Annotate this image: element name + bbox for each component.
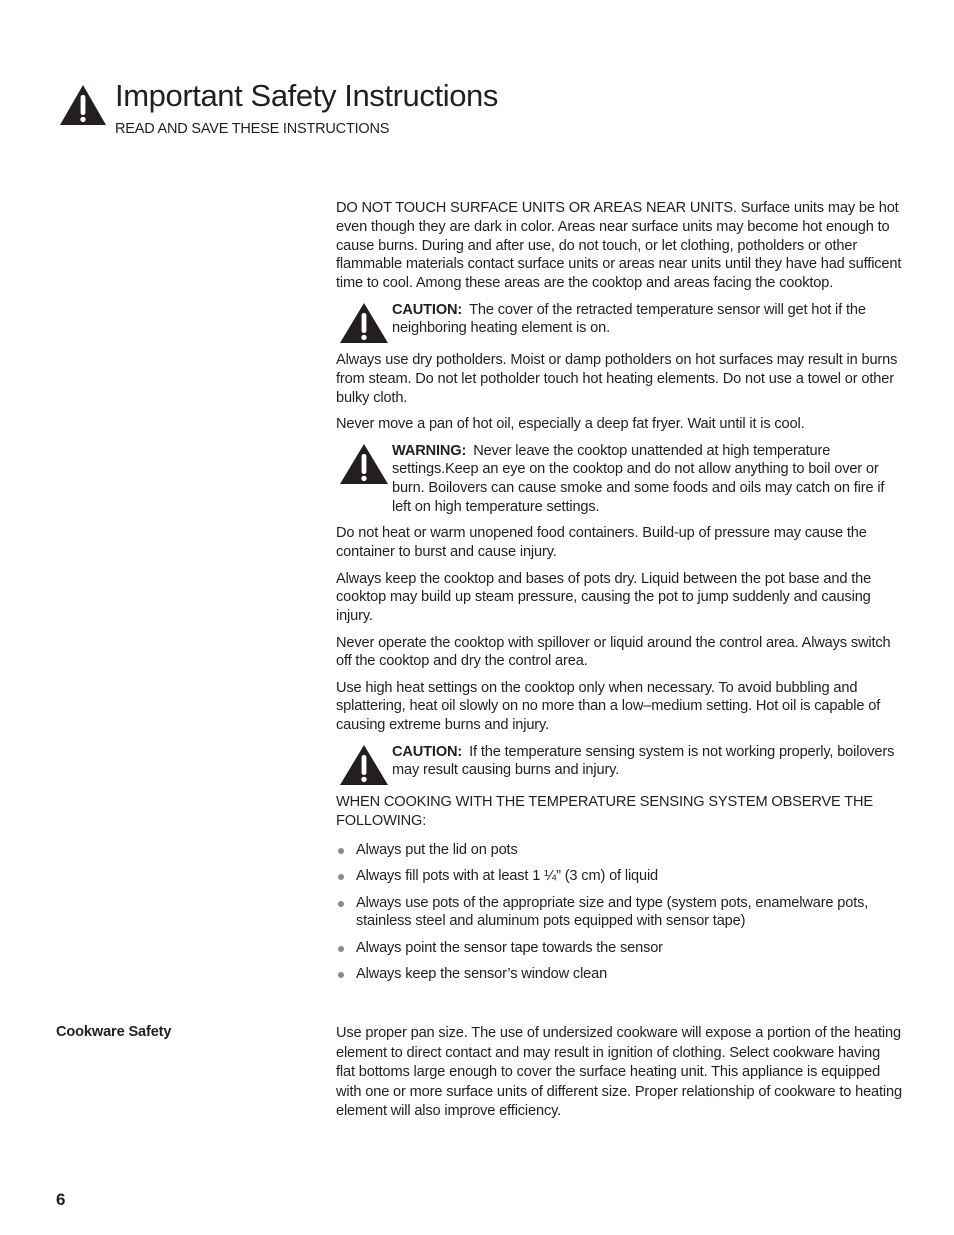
paragraph-food-containers: Do not heat or warm unopened food containers. Build-up of pressure may cause the container to burst and cause injury. xyxy=(336,525,867,561)
list-item: Always point the sensor tape towards the sensor xyxy=(336,939,902,958)
paragraph-hot-oil: Never move a pan of hot oil, especially a deep fat fryer. Wait until it is cool. xyxy=(336,416,805,433)
notice-text: Never leave the cooktop unattended at high temperature settings.Keep an eye on the cooktop and do not allow anything to boil over or burn. Boilovers can cause smoke and some foods and oils may catch on fire if left on high temperature settings. xyxy=(392,442,885,515)
notice-text: If the temperature sensing system is not working properly, boilovers may result causing burns and injury. xyxy=(392,743,895,779)
warning-triangle-icon xyxy=(336,443,392,485)
warning-triangle-icon xyxy=(336,744,392,786)
list-item: Always keep the sensor’s window clean xyxy=(336,965,902,984)
page-subtitle: READ AND SAVE THESE INSTRUCTIONS xyxy=(115,121,390,137)
paragraph-sensing-system: WHEN COOKING WITH THE TEMPERATURE SENSING SYSTEM OBSERVE THE FOLLOWING: xyxy=(336,794,873,830)
notice-label: CAUTION: xyxy=(392,743,463,760)
warning-triangle-icon xyxy=(59,84,107,126)
page-number: 6 xyxy=(56,1190,66,1209)
paragraph-potholders: Always use dry potholders. Moist or damp potholders on hot surfaces may result in burns from steam. Do not let potholder touch hot heating elements. Do not use a towel or other bulky cloth. xyxy=(336,352,898,406)
list-item: Always fill pots with at least 1 ¼” (3 cm) of liquid xyxy=(336,867,902,886)
notice-label: WARNING: xyxy=(392,442,467,459)
notice-text: The cover of the retracted temperature sensor will get hot if the neighboring heating element is on. xyxy=(392,301,866,337)
sensor-guidelines-list xyxy=(336,841,902,984)
caution-notice xyxy=(336,301,902,344)
paragraph-spillover: Never operate the cooktop with spillover or liquid around the control area. Always switch off the cooktop and dry the control area. xyxy=(336,634,891,670)
warning-notice xyxy=(336,442,902,517)
page-title: Important Safety Instructions xyxy=(115,78,498,113)
list-item: Always use pots of the appropriate size and type (system pots, enamelware pots, stainless steel and aluminum pots equipped with sensor tape) xyxy=(336,894,902,932)
section-heading-cookware-safety: Cookware Safety xyxy=(56,1024,172,1040)
paragraph-keep-dry: Always keep the cooktop and bases of pots dry. Liquid between the pot base and the cooktop may build up steam pressure, causing the pot to jump suddenly and causing injury. xyxy=(336,570,872,625)
warning-triangle-icon xyxy=(336,302,392,344)
list-item: Always put the lid on pots xyxy=(336,841,902,860)
safety-instructions-body xyxy=(336,199,902,992)
paragraph-high-heat: Use high heat settings on the cooktop only when necessary. To avoid bubbling and splattering, heat oil slowly on no more than a low–medium setting. Hot oil is capable of causing extreme burns and injury. xyxy=(336,679,881,734)
caution-notice xyxy=(336,743,902,786)
paragraph-surface-units: DO NOT TOUCH SURFACE UNITS OR AREAS NEAR UNITS. Surface units may be hot even though they are dark in color. Areas near surface units may become hot enough to cause burns. During and after use, do not touch, or let clothing, potholders or other flammable materials contact surface units or areas near units until they have had sufficent time to cool. Among these areas are the cooktop and areas facing the cooktop. xyxy=(336,200,902,292)
notice-label: CAUTION: xyxy=(392,301,463,318)
paragraph-cookware-safety: Use proper pan size. The use of undersized cookware will expose a portion of the heating element to direct contact and may result in ignition of clothing. Select cookware having flat bottoms large enough to cover the surface heating unit. This appliance is equipped with one or more surface units of different size. Proper relationship of cookware to heating element will also improve efficiency. xyxy=(336,1025,902,1119)
